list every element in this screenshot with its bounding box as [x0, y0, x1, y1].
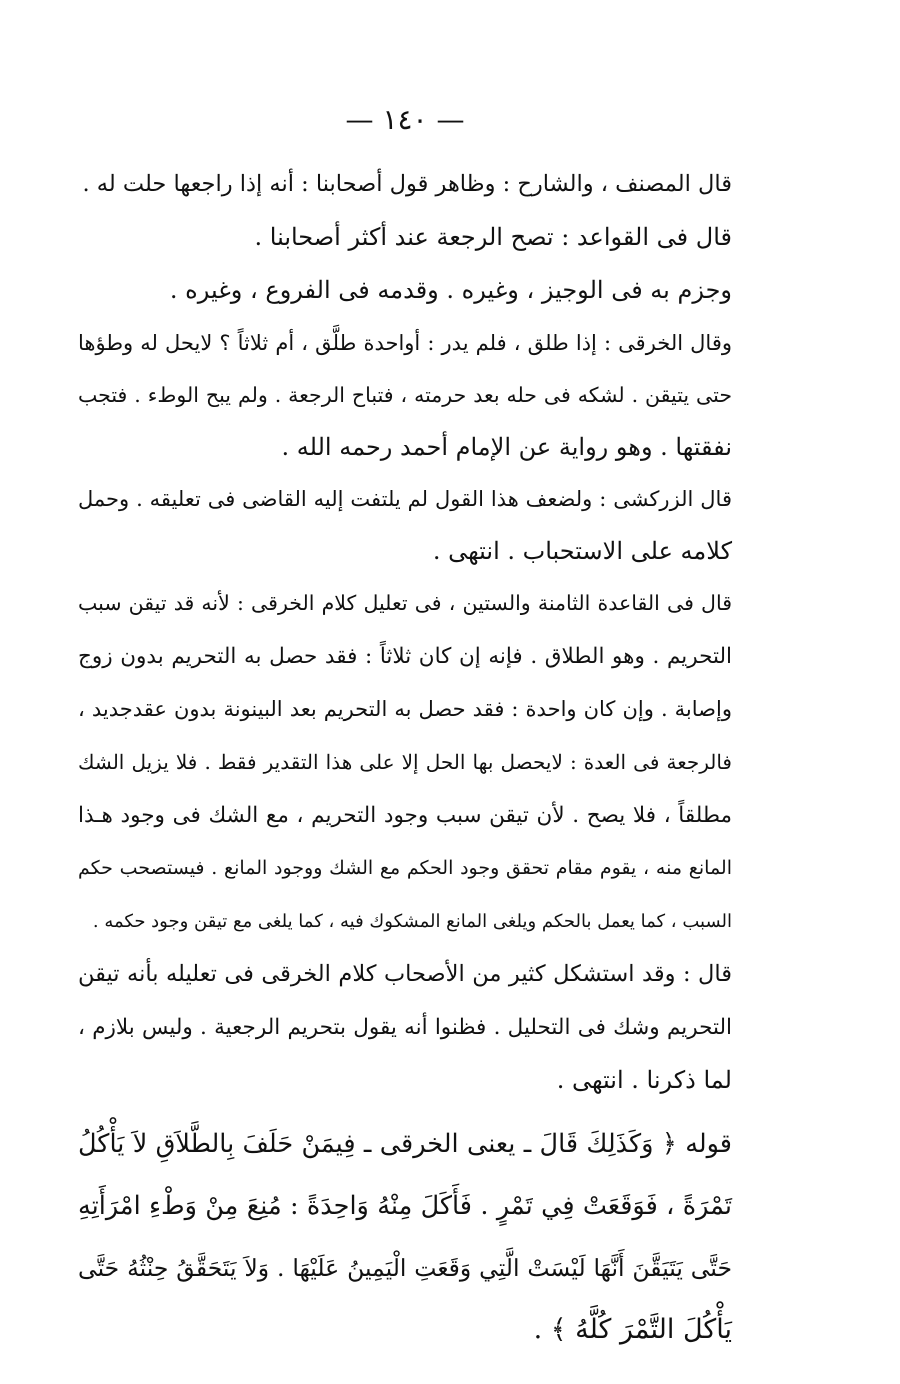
text-line: السبب ، كما يعمل بالحكم ويلغى المانع المشكوك فيه ، كما يلغى مع تيقن وجود حكمه . [92, 911, 732, 932]
text-line: وجزم به فى الوجيز ، وغيره . وقدمه فى الفروع ، وغيره . [169, 276, 732, 304]
text-line: قال فى القاعدة الثامنة والستين ، فى تعليل كلام الخرقى : لأنه قد تيقن سبب [78, 591, 732, 615]
text-line: التحريم وشك فى التحليل . فظنوا أنه يقول بتحريم الرجعية . وليس بلازم ، [78, 1015, 732, 1040]
quoted-text-line: تَمْرَةً ، فَوَقَعَتْ فِي تَمْرٍ . فَأَكَلَ مِنْهُ وَاحِدَةً : مُنِعَ مِنْ وَطْءِ امْرَأَتِهِ [78, 1191, 732, 1221]
text-line: نفقتها . وهو رواية عن الإمام أحمد رحمه الله . [281, 433, 732, 461]
text-line: قال المصنف ، والشارح : وظاهر قول أصحابنا : أنه إذا راجعها حلت له . [82, 171, 732, 197]
paragraph-4 [78, 317, 732, 473]
text-line: قال : وقد استشكل كثير من الأصحاب كلام الخرقى فى تعليله بأنه تيقن [78, 961, 732, 987]
paragraph-7 [78, 948, 732, 1107]
paragraph-3 [78, 264, 732, 317]
text-line: المانع منه ، يقوم مقام تحقق وجود الحكم مع الشك ووجود المانع . فيستصحب حكم [78, 857, 732, 879]
paragraph-2 [78, 211, 732, 264]
text-line: وقال الخرقى : إذا طلق ، فلم يدر : أواحدة طلَّق ، أم ثلاثاً ؟ لايحل له وطؤها [78, 331, 732, 355]
text-line: حتى يتيقن . لشكه فى حله بعد حرمته ، فتباح الرجعة . ولم يبح الوطء . فتجب [78, 383, 732, 407]
quoted-text-line: يَأْكُلَ التَّمْرَ كُلَّهُ ﴾ . [533, 1314, 732, 1345]
text-line: فالرجعة فى العدة : لايحصل بها الحل إلا على هذا التقدير فقط . فلا يزيل الشك [78, 750, 732, 774]
text-line: لما ذكرنا . انتهى . [556, 1066, 732, 1094]
paragraph-1 [78, 158, 732, 211]
quoted-text-line: حَتَّى يَتَيَقَّنَ أَنَّهَا لَيْسَتْ الَّتِي وَقَعَتِ الْيَمِينُ عَلَيْهَا . وَلاَ يَتَحَقَّقُ حِنْثُهُ حَتَّى [78, 1254, 732, 1282]
text-line: وإصابة . وإن كان واحدة : فقد حصل به التحريم بعد البينونة بدون عقدجديد ، [78, 697, 732, 721]
paragraph-6 [78, 577, 732, 948]
quoted-text-paragraph [78, 1113, 732, 1361]
text-line: التحريم . وهو الطلاق . فإنه إن كان ثلاثاً : فقد حصل به التحريم بدون زوج [78, 644, 732, 669]
text-line: قال فى القواعد : تصح الرجعة عند أكثر أصحابنا . [254, 223, 732, 251]
page-number: — ١٤٠ — [345, 103, 465, 136]
text-line: كلامه على الاستحباب . انتهى . [432, 537, 732, 565]
text-line: قال الزركشى : ولضعف هذا القول لم يلتفت إليه القاضى فى تعليقه . وحمل [78, 487, 732, 511]
text-line: مطلقاً ، فلا يصح . لأن تيقن سبب وجود التحريم ، مع الشك فى وجود هـذا [78, 803, 732, 828]
paragraph-5 [78, 473, 732, 577]
quoted-text-line: قوله ﴿ وَكَذَلِكَ قَالَ ـ يعنى الخرقى ـ فِيمَنْ حَلَفَ بِالطَّلاَقِ لاَ يَأْكُلُ [78, 1129, 732, 1159]
